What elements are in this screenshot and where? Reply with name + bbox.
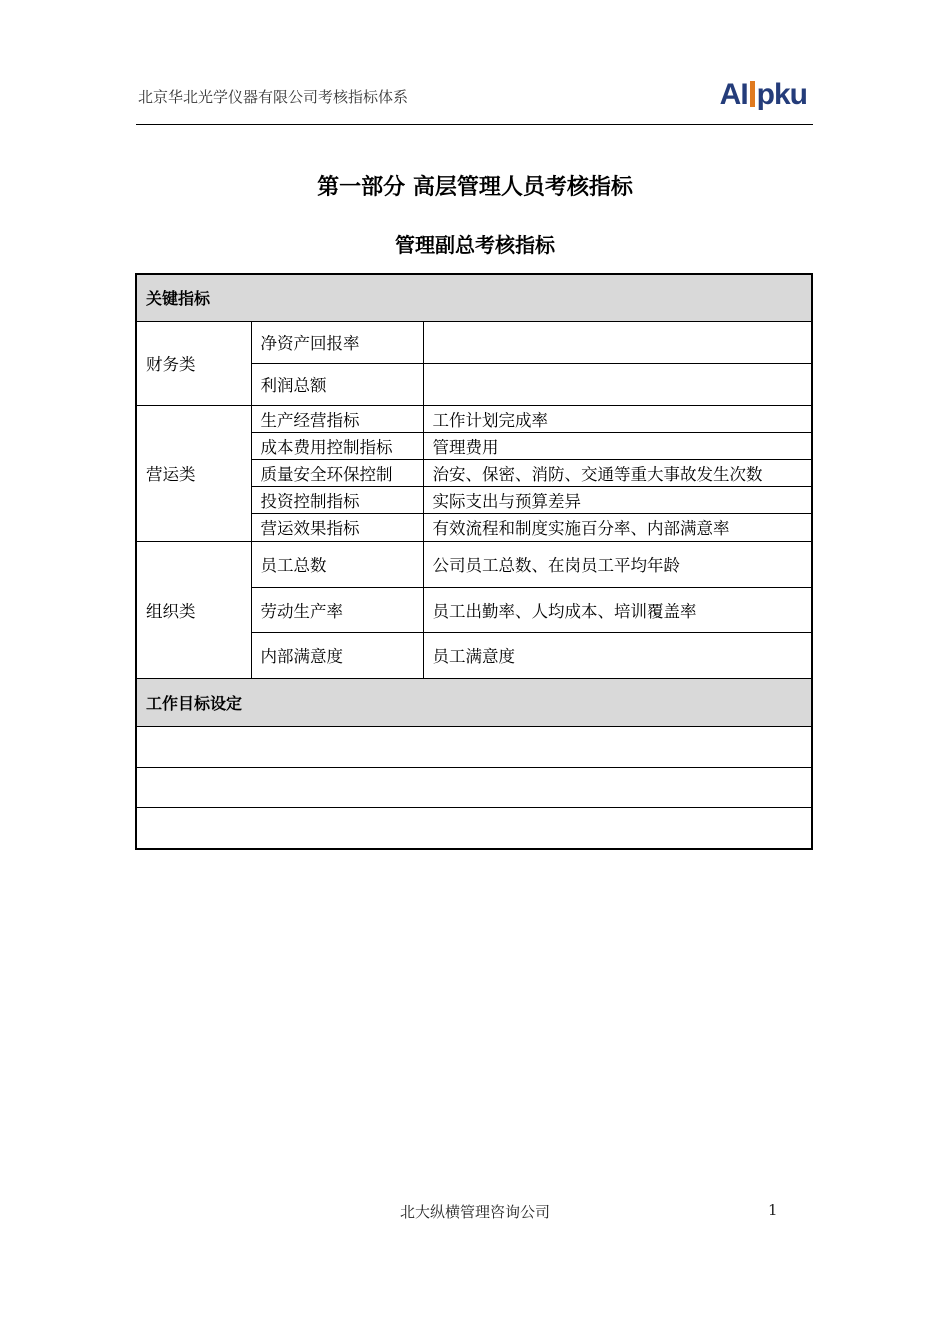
table-row — [136, 541, 812, 587]
indicator-cell: 质量安全环保控制 — [251, 459, 423, 486]
header-title: 北京华北光学仪器有限公司考核指标体系 — [138, 88, 409, 106]
section-header-goals: 工作目标设定 — [136, 678, 812, 726]
category-cell: 组织类 — [136, 541, 251, 678]
indicator-cell: 净资产回报率 — [251, 321, 423, 363]
detail-cell: 有效流程和制度实施百分率、内部满意率 — [423, 513, 812, 541]
indicator-cell: 利润总额 — [251, 363, 423, 405]
section-row-key — [136, 274, 812, 321]
table-row — [136, 405, 812, 432]
indicator-cell: 员工总数 — [251, 541, 423, 587]
table-row — [136, 807, 812, 849]
indicator-cell: 投资控制指标 — [251, 486, 423, 513]
detail-cell: 员工满意度 — [423, 632, 812, 678]
detail-cell: 公司员工总数、在岗员工平均年龄 — [423, 541, 812, 587]
detail-cell: 管理费用 — [423, 432, 812, 459]
indicator-cell: 生产经营指标 — [251, 405, 423, 432]
detail-cell — [423, 363, 812, 405]
indicator-cell: 营运效果指标 — [251, 513, 423, 541]
page-number: 1 — [768, 1201, 778, 1219]
indicator-cell: 成本费用控制指标 — [251, 432, 423, 459]
detail-cell: 治安、保密、消防、交通等重大事故发生次数 — [423, 459, 812, 486]
section-header-key: 关键指标 — [136, 274, 812, 321]
empty-goal-cell — [136, 807, 812, 849]
detail-cell: 工作计划完成率 — [423, 405, 812, 432]
indicator-cell: 劳动生产率 — [251, 587, 423, 632]
table-title: 管理副总考核指标 — [395, 233, 555, 257]
page-header — [136, 78, 813, 125]
category-cell: 财务类 — [136, 321, 251, 405]
table-row — [136, 321, 812, 363]
empty-goal-cell — [136, 767, 812, 807]
kpi-table — [135, 273, 813, 850]
table-row — [136, 767, 812, 807]
detail-cell: 实际支出与预算差异 — [423, 486, 812, 513]
footer-company: 北大纵横管理咨询公司 — [399, 1203, 550, 1221]
table-row — [136, 726, 812, 767]
section-row-goals — [136, 678, 812, 726]
company-logo: AI pku — [719, 78, 807, 111]
detail-cell: 员工出勤率、人均成本、培训覆盖率 — [423, 587, 812, 632]
section-title: 第一部分 高层管理人员考核指标 — [317, 175, 633, 200]
indicator-cell: 内部满意度 — [251, 632, 423, 678]
empty-goal-cell — [136, 726, 812, 767]
detail-cell — [423, 321, 812, 363]
category-cell: 营运类 — [136, 405, 251, 541]
